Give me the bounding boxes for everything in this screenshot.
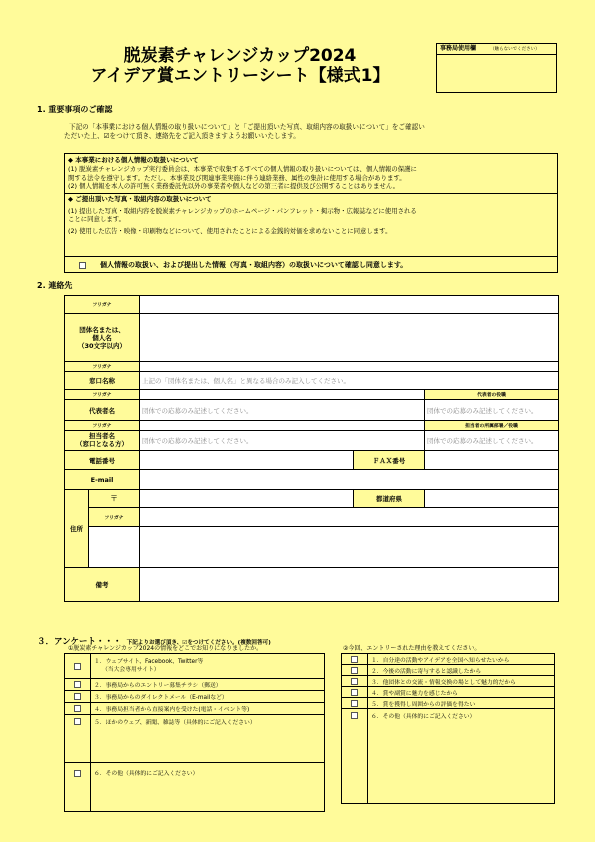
q2-option-1: １．自分達の活動やアイデアを全国へ知らせたいから: [368, 654, 555, 665]
office-use-label: 事務局使用欄: [440, 45, 477, 52]
contact-name-field[interactable]: 団体での応募のみ記述してください。: [140, 431, 425, 451]
q2-option-3-checkbox[interactable]: [351, 678, 358, 685]
q2-option-3: ３．他団体との交流・情報交換の場として魅力的だから: [368, 676, 555, 687]
section1-title: 1. 重要事項のご確認: [37, 105, 113, 114]
agree-checkbox[interactable]: [79, 262, 86, 269]
q2-option-1-checkbox[interactable]: [351, 656, 358, 663]
prefecture-field[interactable]: [425, 490, 559, 508]
org-name-field[interactable]: [140, 314, 559, 362]
section1-intro: [64, 123, 558, 141]
q1-option-1-checkbox[interactable]: [74, 663, 81, 670]
window-name-label: 窓口名称: [65, 372, 140, 390]
q1-option-4-checkbox[interactable]: [74, 705, 81, 712]
privacy-item-1b: 関する法令を遵守します。ただし、本事業及び関連事業実施に伴う連絡業務、属性の集計に使用する場合があります。: [68, 173, 406, 182]
q2-text: ②今回、エントリーされた理由を教えてください。: [343, 645, 481, 652]
q1-option-5-checkbox[interactable]: [74, 718, 81, 725]
window-furigana-field[interactable]: [140, 362, 559, 372]
org-furigana-field[interactable]: [140, 296, 559, 314]
q1-text: ①脱炭素チャレンジカップ2024の情報をどこでお知りになりましたか。: [68, 645, 263, 652]
postal-field[interactable]: [140, 490, 354, 508]
address-field[interactable]: [140, 527, 559, 568]
agree-text: 個人情報の取扱い、および提出した情報（写真・取組内容）の取扱いについて確認し同意します。: [100, 261, 408, 269]
contact-furigana-label: フリガナ: [65, 421, 140, 431]
privacy-box: [64, 153, 558, 273]
contact-dept-header: 担当者の所属部署／役職: [425, 421, 559, 431]
q2-option-6-checkbox[interactable]: [351, 712, 358, 719]
phone-label: 電話番号: [65, 451, 140, 470]
office-use-header: [437, 44, 556, 55]
title-line-1: 脱炭素チャレンジカップ2024: [123, 46, 357, 66]
email-label: E-mail: [65, 470, 140, 490]
window-furigana-label: フリガナ: [65, 362, 140, 372]
photo-item-1b: ことに同意します。: [68, 215, 126, 223]
privacy-heading: ◆ 本事業における個人情報の取扱いについて: [68, 156, 199, 164]
q1-option-1: １．ウェブサイト、Facebook、Twitter等 （当大会専用サイト）: [91, 654, 325, 679]
agree-row: [65, 256, 557, 273]
q2-option-5-checkbox[interactable]: [351, 700, 358, 707]
q2-table: [341, 653, 555, 804]
photo-heading: ◆ ご提出頂いた写真・取組内容の取扱いについて: [68, 194, 212, 203]
q1-option-2: ２．事務局からのエントリー募集チラシ（郵送）: [91, 679, 325, 691]
q1-option-4: ４．事務局担当者から直接案内を受けた(電話・イベント等): [91, 703, 325, 715]
intro-line-2: ただいた上、☑をつけて頂き、連絡先をご記入頂きますようお願いいたします。: [64, 132, 300, 140]
org-furigana-label: フリガナ: [65, 296, 140, 314]
q1-table: [64, 653, 325, 812]
contact-furigana-field[interactable]: [140, 421, 425, 431]
rep-furigana-field[interactable]: [140, 390, 425, 400]
rep-furigana-label: フリガナ: [65, 390, 140, 400]
remarks-field[interactable]: [140, 568, 559, 602]
postal-mark: 〒: [89, 490, 140, 508]
prefecture-label: 都道府県: [354, 490, 425, 508]
org-name-label: 団体名または、 個人名 （30文字以内）: [65, 314, 140, 362]
representative-field[interactable]: 団体での応募のみ記述してください。: [140, 400, 425, 421]
q2-option-5: ５．賞を獲得し周囲からの評価を得たい: [368, 698, 555, 709]
q2-option-2: ２．今後の活動に寄与すると認識したから: [368, 665, 555, 676]
contact-dept-field[interactable]: 団体での応募のみ記述してください。: [425, 431, 559, 451]
address-label: 住所: [65, 490, 89, 568]
office-use-note: （触らないでください）: [490, 47, 540, 52]
q2-option-4: ４．賞や副賞に魅力を感じたから: [368, 687, 555, 698]
photo-item-1a: (1) 提出した写真・取組内容を脱炭素チャレンジカップのホームページ・パンフレット・掲示物・広報誌などに使用される: [68, 206, 417, 215]
q2-option-4-checkbox[interactable]: [351, 689, 358, 696]
intro-line-1: 下記の「本事業における個人情報の取り扱いについて」と「ご提出頂いた写真、取組内容の取扱いについて」をご確認い: [69, 123, 425, 131]
fax-label: ＦＡＸ番号: [354, 451, 425, 470]
address-furigana-field[interactable]: [140, 508, 559, 527]
section2-title: 2. 連絡先: [37, 281, 73, 290]
rep-title-field[interactable]: 団体での応募のみ記述してください。: [425, 400, 559, 421]
rep-title-header: 代表者の役職: [425, 390, 559, 400]
window-name-field[interactable]: 上記の「団体名または、個人名」と異なる場合のみ記入してください。: [140, 372, 559, 390]
fax-field[interactable]: [425, 451, 559, 470]
q1-option-3-checkbox[interactable]: [74, 693, 81, 700]
section3-title: ３．アンケート・・・: [37, 637, 122, 647]
section3-note: 下記よりお選び頂き、☑をつけてください。(複数回答可): [126, 640, 271, 646]
privacy-item-1a: (1) 脱炭素チャレンジカップ実行委員会は、本事業で収集するすべての個人情報の取り扱いについては、個人情報の保護に: [68, 165, 417, 173]
q1-option-6[interactable]: ６．その他（具体的にご記入ください）: [91, 763, 325, 812]
q1-option-3: ３．事務局からのダイレクトメール（E-mailなど）: [91, 691, 325, 703]
title-line-2: アイデア賞エントリーシート【様式1】: [90, 66, 390, 86]
photo-item-2: (2) 使用した広告・映像・印刷物などについて、使用されたことによる金銭的対価を求めないことに同意します。: [68, 226, 392, 235]
address-blank: [89, 527, 140, 568]
office-use-box: [436, 43, 557, 93]
remarks-label: 備考: [65, 568, 140, 602]
q2-option-2-checkbox[interactable]: [351, 667, 358, 674]
phone-field[interactable]: [140, 451, 354, 470]
q1-option-2-checkbox[interactable]: [74, 681, 81, 688]
representative-label: 代表者名: [65, 400, 140, 421]
address-furigana-label: フリガナ: [89, 508, 140, 527]
q2-option-6[interactable]: ６．その他（具体的にご記入ください）: [368, 709, 555, 804]
q1-option-5[interactable]: ５．ほかのウェブ、新聞、雑誌等（具体的にご記入ください）: [91, 715, 325, 763]
contact-name-label: 担当者名 （窓口となる方）: [65, 431, 140, 451]
contact-table: [64, 295, 559, 602]
privacy-item-2: (2) 個人情報を本人の許可無く業務委託先以外の事業者や個人などの第三者に提供及び公開することはありません。: [68, 182, 399, 190]
email-field[interactable]: [140, 470, 559, 490]
q1-option-6-checkbox[interactable]: [74, 770, 81, 777]
